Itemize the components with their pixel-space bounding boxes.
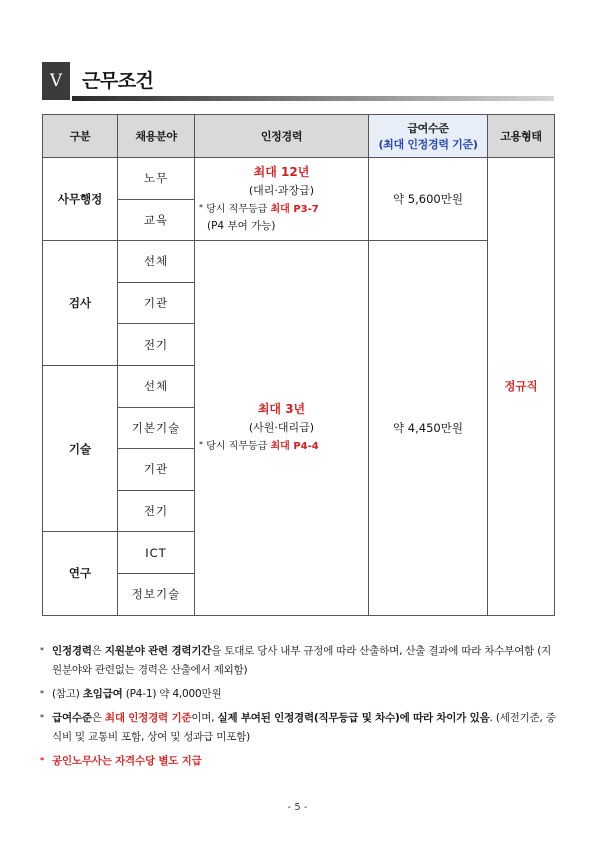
table-row — [43, 158, 555, 200]
section-number: V — [42, 62, 70, 100]
experience-note-paren: (P4 부여 가능) — [207, 220, 276, 233]
note-text: (P4-1) 약 4,000만원 — [122, 688, 222, 700]
asterisk-icon: * — [40, 646, 44, 655]
section-header — [42, 62, 554, 102]
asterisk-icon: * — [40, 689, 44, 698]
table-row — [43, 241, 555, 283]
note-text: 공인노무사는 자격수당 별도 지급 — [52, 755, 202, 767]
header-experience: 인정경력 — [195, 115, 369, 158]
note-text: 최대 인정경력 기준 — [104, 712, 192, 724]
note-text: 은 — [91, 645, 105, 657]
note-text: 실제 부여된 인정경력(직무등급 및 차수)에 따라 차이가 있음 — [217, 712, 490, 724]
asterisk-icon: * — [40, 713, 44, 722]
experience-grade: (대리·과장급) — [248, 184, 315, 198]
note-text: (참고) — [52, 688, 83, 700]
experience-note-text: 당시 직무등급 — [206, 441, 268, 453]
experience-note-text: 당시 직무등급 — [206, 204, 268, 216]
note-item — [40, 709, 556, 747]
field-cell: 기본기술 — [118, 407, 195, 449]
experience-note — [195, 199, 368, 218]
field-cell: 교육 — [118, 199, 195, 241]
note-text: 인정경력 — [52, 645, 92, 657]
experience-note-highlight: 최대 P3-7 — [270, 204, 319, 216]
note-text: 지원분야 관련 경력기간 — [104, 645, 212, 657]
field-cell: 정보기술 — [118, 573, 195, 615]
notes-list — [40, 642, 556, 776]
note-text: 을 토대로 당사 내부 규정에 따라 산출하며, 산출 결과에 따라 차수부여함 (지원분야와 관련없는 경력은 산출에서 제외함) — [52, 645, 552, 676]
header-salary-line1: 급여수준 — [407, 122, 449, 135]
note-item — [40, 752, 556, 771]
salary-cell-group2: 약 4,450만원 — [369, 241, 488, 615]
field-cell: 전기 — [118, 490, 195, 532]
category-cell: 연구 — [43, 532, 118, 615]
note-text: . (세전기준, 중식비 및 교통비 포함, 상여 및 성과급 미포함) — [52, 712, 556, 743]
experience-max-years: 최대 12년 — [253, 165, 310, 180]
experience-cell-group2 — [195, 241, 369, 615]
header-category: 구분 — [43, 115, 118, 158]
note-text: 은 — [91, 712, 105, 724]
note-text: 이며, — [191, 712, 218, 724]
experience-note — [195, 436, 368, 455]
table-header-row — [43, 115, 555, 158]
category-cell: 검사 — [43, 241, 118, 366]
field-cell: 선체 — [118, 365, 195, 407]
working-conditions-table — [42, 114, 555, 616]
section-title: 근무조건 — [82, 70, 154, 92]
salary-cell-group1: 약 5,600만원 — [369, 158, 488, 241]
experience-max-years: 최대 3년 — [257, 402, 306, 417]
category-cell: 기술 — [43, 365, 118, 531]
header-salary-line2: (최대 인정경력 기준) — [378, 138, 478, 151]
experience-grade: (사원·대리급) — [248, 421, 315, 435]
section-underline — [72, 96, 554, 101]
header-employment: 고용형태 — [488, 115, 555, 158]
note-text: 초임급여 — [82, 688, 123, 700]
asterisk-icon: * — [199, 203, 203, 213]
experience-cell-group1 — [195, 158, 369, 241]
field-cell: 노무 — [118, 158, 195, 200]
asterisk-icon: * — [40, 756, 44, 765]
field-cell: 기관 — [118, 449, 195, 491]
employment-type-cell: 정규직 — [488, 158, 555, 616]
field-cell: 전기 — [118, 324, 195, 366]
note-text: 급여수준 — [52, 712, 92, 724]
asterisk-icon: * — [199, 440, 203, 450]
field-cell: 선체 — [118, 241, 195, 283]
note-item — [40, 642, 556, 680]
note-item — [40, 685, 556, 704]
experience-note-highlight: 최대 P4-4 — [270, 441, 319, 453]
header-field: 채용분야 — [118, 115, 195, 158]
field-cell: ICT — [118, 532, 195, 574]
category-cell: 사무행정 — [43, 158, 118, 241]
header-salary — [369, 115, 488, 158]
field-cell: 기관 — [118, 282, 195, 324]
page-number: - 5 - — [287, 802, 308, 813]
